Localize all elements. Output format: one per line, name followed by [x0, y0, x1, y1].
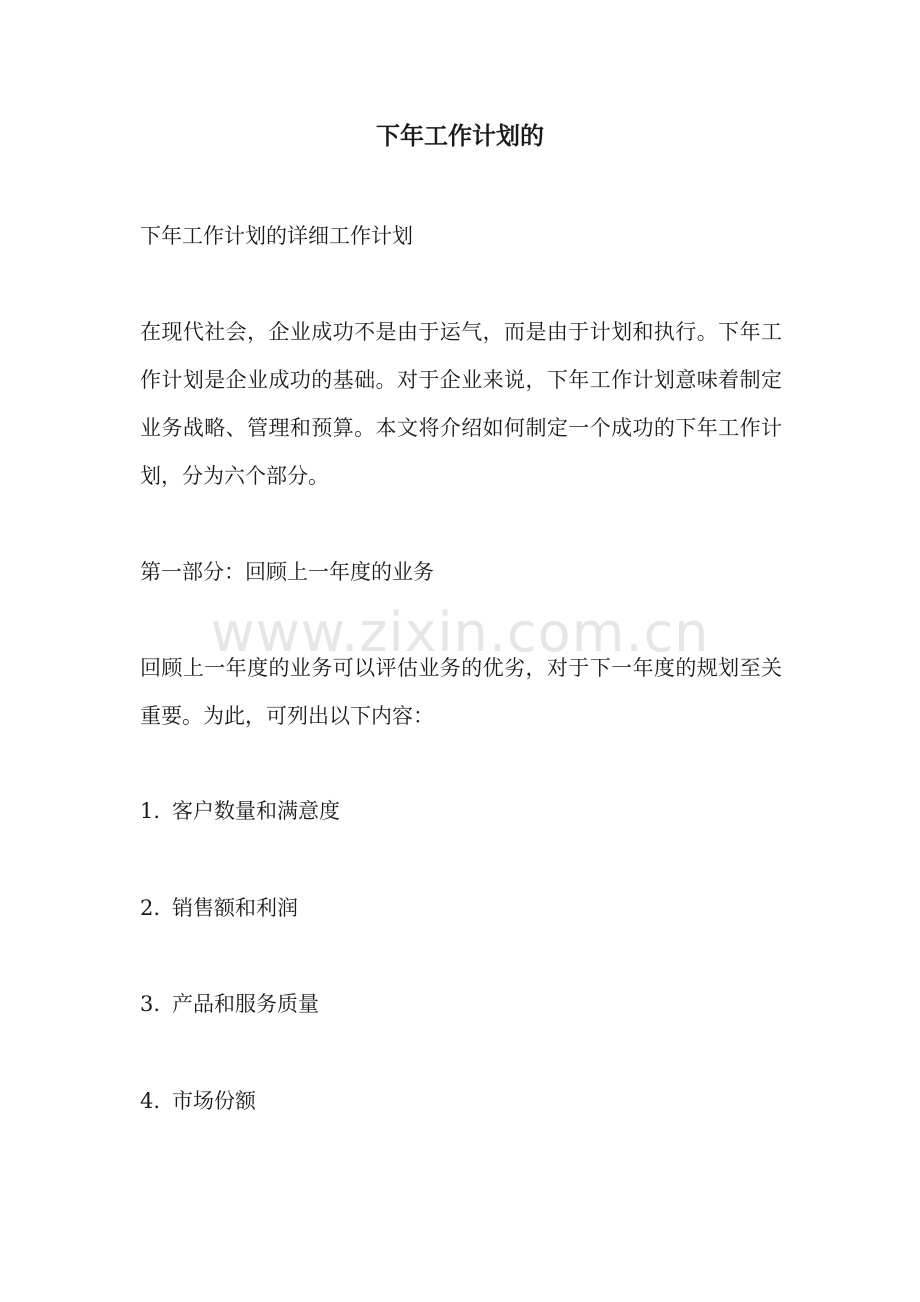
review-paragraph: 回顾上一年度的业务可以评估业务的优劣，对于下一年度的规划至关重要。为此，可列出以下内容：: [140, 656, 782, 728]
section-heading: 第一部分：回顾上一年度的业务: [140, 560, 434, 584]
list-item-number: 2.: [140, 896, 161, 920]
list-item-text: 市场份额: [172, 1089, 256, 1113]
list-item: [140, 884, 782, 932]
document-subtitle: 下年工作计划的详细工作计划: [140, 224, 413, 248]
list-item-number: 4.: [140, 1089, 161, 1113]
document-title: 下年工作计划的: [376, 122, 544, 150]
list-item: [140, 980, 782, 1028]
list-item-number: 1.: [140, 799, 161, 823]
intro-paragraph: 在现代社会，企业成功不是由于运气，而是由于计划和执行。下年工作计划是企业成功的基础。对于企业来说，下年工作计划意味着制定业务战略、管理和预算。本文将介绍如何制定一个成功的下年工作计划，分为六个部分。: [140, 320, 782, 488]
list-item-text: 销售额和利润: [172, 896, 298, 920]
list-item: [140, 787, 782, 835]
list-item: [140, 1077, 782, 1125]
list-item-number: 3.: [140, 992, 161, 1016]
watermark: www.zixin.com.cn: [210, 601, 710, 664]
list-item-text: 客户数量和满意度: [172, 799, 340, 823]
list-item-text: 产品和服务质量: [172, 992, 319, 1016]
